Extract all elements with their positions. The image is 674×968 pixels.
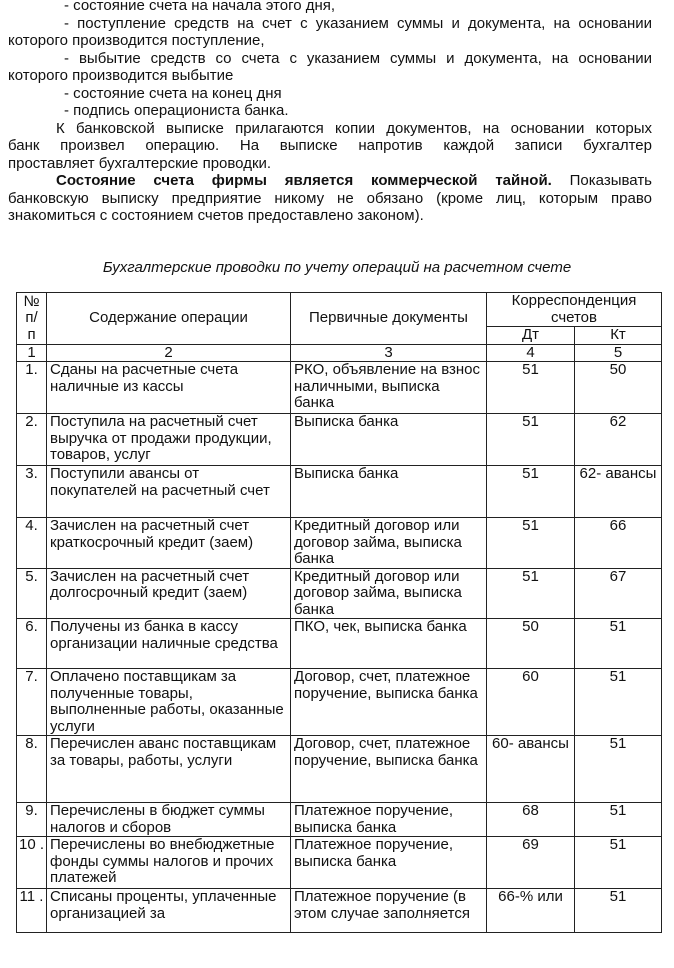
- row-number: 10 .: [17, 837, 47, 889]
- table-row: [17, 518, 662, 569]
- paragraph-line: знакомиться с состоянием счетов предоставлено законом).: [8, 207, 424, 224]
- table-row: [17, 837, 662, 889]
- operation-content: Перечислены в бюджет суммы налогов и сборов: [47, 803, 291, 837]
- paragraph-line: банк произвел операцию. На выписке напротив каждой записи бухгалтер: [8, 137, 652, 154]
- debit-account: 60: [487, 669, 575, 736]
- credit-account: 62- авансы: [575, 466, 662, 518]
- credit-account: 62: [575, 414, 662, 466]
- primary-documents: Платежное поручение, выписка банка: [291, 837, 487, 889]
- header-dt: Дт: [487, 327, 575, 345]
- table-caption: Бухгалтерские проводки по учету операций на расчетном счете: [102, 259, 572, 276]
- row-number: 9.: [17, 803, 47, 837]
- column-number: 4: [487, 344, 575, 362]
- operation-content: Поступили авансы от покупателей на расчетный счет: [47, 466, 291, 518]
- intro-line: которого производится выбытие: [8, 67, 234, 84]
- table-row: [17, 669, 662, 736]
- header-num: № п/ п: [17, 293, 47, 345]
- credit-account: 51: [575, 889, 662, 933]
- credit-account: 51: [575, 837, 662, 889]
- credit-account: 67: [575, 568, 662, 619]
- debit-account: 66-% или: [487, 889, 575, 933]
- operation-content: Перечислен аванс поставщикам за товары, работы, услуги: [47, 736, 291, 803]
- paragraph-line: проставляет бухгалтерские проводки.: [8, 154, 272, 172]
- row-number: 5.: [17, 568, 47, 619]
- header-content: Содержание операции: [47, 293, 291, 345]
- operation-content: Перечислены во внебюджетные фонды суммы налогов и прочих платежей: [47, 837, 291, 889]
- row-number: 4.: [17, 518, 47, 569]
- operation-content: Оплачено поставщикам за полученные товары, выполненные работы, оказанные услуги: [47, 669, 291, 736]
- column-number: 1: [17, 344, 47, 362]
- row-number: 6.: [17, 619, 47, 669]
- intro-line: - подпись операциониста банка.: [64, 102, 289, 119]
- paragraph-text: Показывать: [551, 172, 652, 189]
- table-row: [17, 568, 662, 619]
- paragraph-line: К банковской выписке прилагаются копии документов, на основании которых: [56, 119, 652, 137]
- operation-content: Сданы на расчетные счета наличные из кассы: [47, 362, 291, 414]
- debit-account: 60- авансы: [487, 736, 575, 803]
- primary-documents: Платежное поручение, выписка банка: [291, 803, 487, 837]
- debit-account: 69: [487, 837, 575, 889]
- debit-account: 51: [487, 466, 575, 518]
- operation-content: Зачислен на расчетный счет долгосрочный кредит (заем): [47, 568, 291, 619]
- column-number: 2: [47, 344, 291, 362]
- header-correspondence: Корреспонденция счетов: [487, 293, 662, 327]
- credit-account: 51: [575, 669, 662, 736]
- primary-documents: РКО, объявление на взнос наличными, выписка банка: [291, 362, 487, 414]
- intro-line: - состояние счета на конец дня: [64, 84, 282, 102]
- credit-account: 51: [575, 803, 662, 837]
- primary-documents: ПКО, чек, выписка банка: [291, 619, 487, 669]
- intro-line: - поступление средств на счет с указанием суммы и документа, на основании: [64, 14, 652, 32]
- primary-documents: Кредитный договор или договор займа, выписка банка: [291, 518, 487, 569]
- operation-content: Поступила на расчетный счет выручка от продажи продукции, товаров, услуг: [47, 414, 291, 466]
- table-row: [17, 466, 662, 518]
- debit-account: 51: [487, 414, 575, 466]
- intro-text: [8, 0, 652, 225]
- credit-account: 66: [575, 518, 662, 569]
- operation-content: Списаны проценты, уплаченные организацией за: [47, 889, 291, 933]
- debit-account: 51: [487, 362, 575, 414]
- credit-account: 51: [575, 619, 662, 669]
- operation-content: Зачислен на расчетный счет краткосрочный кредит (заем): [47, 518, 291, 569]
- bold-statement: Состояние счета фирмы является коммерческой тайной.: [56, 172, 552, 189]
- paragraph-line: банковскую выписку предприятие никому не обязано (кроме лиц, которым право: [8, 189, 652, 207]
- debit-account: 50: [487, 619, 575, 669]
- table-row: [17, 414, 662, 466]
- header-row: [17, 293, 662, 327]
- row-number: 2.: [17, 414, 47, 466]
- primary-documents: Выписка банка: [291, 414, 487, 466]
- row-number: 7.: [17, 669, 47, 736]
- table-row: [17, 889, 662, 933]
- header-kt: Кт: [575, 327, 662, 345]
- row-number: 1.: [17, 362, 47, 414]
- primary-documents: Платежное поручение (в этом случае заполняется: [291, 889, 487, 933]
- primary-documents: Выписка банка: [291, 466, 487, 518]
- column-number: 3: [291, 344, 487, 362]
- credit-account: 50: [575, 362, 662, 414]
- column-number-row: [17, 344, 662, 362]
- intro-line: которого производится поступление,: [8, 32, 265, 49]
- table-row: [17, 803, 662, 837]
- table-row: [17, 362, 662, 414]
- intro-line: - выбытие средств со счета с указанием суммы и документа, на основании: [64, 49, 652, 67]
- intro-line: - состояние счета на начала этого дня,: [64, 0, 336, 14]
- header-docs: Первичные документы: [291, 293, 487, 345]
- paragraph-line: [8, 172, 652, 190]
- column-number: 5: [575, 344, 662, 362]
- debit-account: 51: [487, 518, 575, 569]
- row-number: 3.: [17, 466, 47, 518]
- debit-account: 68: [487, 803, 575, 837]
- primary-documents: Договор, счет, платежное поручение, выписка банка: [291, 736, 487, 803]
- credit-account: 51: [575, 736, 662, 803]
- postings-table: [16, 292, 662, 933]
- primary-documents: Договор, счет, платежное поручение, выписка банка: [291, 669, 487, 736]
- row-number: 11 .: [17, 889, 47, 933]
- row-number: 8.: [17, 736, 47, 803]
- table-row: [17, 736, 662, 803]
- primary-documents: Кредитный договор или договор займа, выписка банка: [291, 568, 487, 619]
- operation-content: Получены из банка в кассу организации наличные средства: [47, 619, 291, 669]
- debit-account: 51: [487, 568, 575, 619]
- table-row: [17, 619, 662, 669]
